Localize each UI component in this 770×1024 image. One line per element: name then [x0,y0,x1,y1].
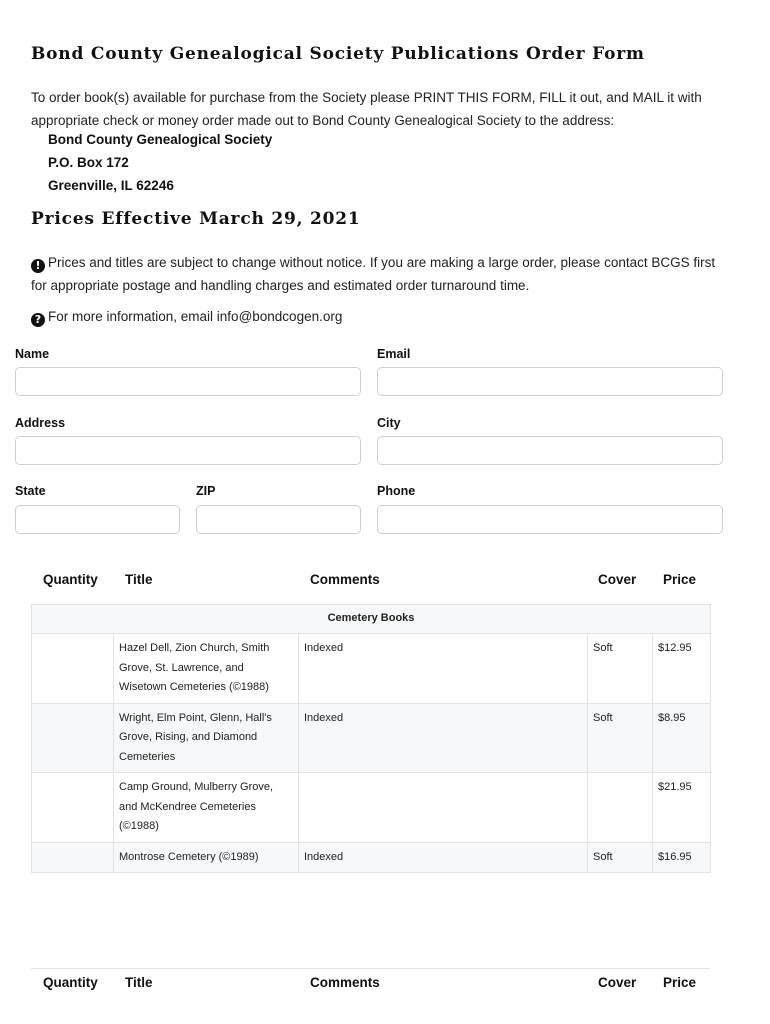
cover-header: Cover [598,572,637,587]
title-header: Title [125,572,153,587]
table-header [31,566,710,596]
address-label: Address [15,416,66,430]
city-label: City [377,416,401,430]
comments-cell: Indexed [299,634,588,704]
comments-cell [299,773,588,843]
page-title: Bond County Genealogical Society Publications Order Form [31,44,645,64]
price-header: Price [663,572,697,587]
price-cell: $21.95 [653,773,711,843]
prices-heading: Prices Effective March 29, 2021 [31,209,361,229]
notice-text: Prices and titles are subject to change without notice. If you are making a large order, please contact BCGS first for appropriate postage and handling charges and estimated order turnaround time. [31,255,716,293]
table-row [32,703,711,773]
title-cell: Hazel Dell, Zion Church, Smith Grove, St. Lawrence, and Wisetown Cemeteries (©1988) [114,634,299,704]
quantity-header: Quantity [43,975,98,990]
state-input[interactable] [15,505,180,534]
price-cell: $16.95 [653,842,711,873]
name-label: Name [15,347,50,361]
comments-cell: Indexed [299,703,588,773]
quantity-cell[interactable] [32,703,114,773]
title-cell: Wright, Elm Point, Glenn, Hall's Grove, Rising, and Diamond Cemeteries [114,703,299,773]
quantity-cell[interactable] [32,634,114,704]
zip-label: ZIP [196,484,216,498]
cover-header: Cover [598,975,637,990]
quantity-cell[interactable] [32,842,114,873]
table-row [32,842,711,873]
cover-cell: Soft [588,842,653,873]
address-line-3: Greenville, IL 62246 [48,178,174,193]
cover-cell: Soft [588,634,653,704]
section-heading: Cemetery Books [32,605,711,634]
email-label: Email [377,347,411,361]
table-row [32,634,711,704]
address-line-2: P.O. Box 172 [48,155,129,170]
price-header: Price [663,975,697,990]
section-row [32,605,711,634]
quantity-header: Quantity [43,572,98,587]
price-cell: $8.95 [653,703,711,773]
price-cell: $12.95 [653,634,711,704]
question-circle-icon: ? [31,313,45,327]
comments-header: Comments [310,572,380,587]
cemetery-books-table [31,604,711,873]
table-row [32,773,711,843]
info-note [31,305,731,328]
city-input[interactable] [377,436,723,465]
comments-cell: Indexed [299,842,588,873]
cover-cell [588,773,653,843]
phone-input[interactable] [377,505,723,534]
table-header-2 [31,968,710,998]
address-input[interactable] [15,436,361,465]
quantity-cell[interactable] [32,773,114,843]
title-cell: Camp Ground, Mulberry Grove, and McKendree Cemeteries (©1988) [114,773,299,843]
exclamation-circle-icon: ! [31,259,45,273]
email-input[interactable] [377,367,723,396]
address-line-1: Bond County Genealogical Society [48,132,273,147]
phone-label: Phone [377,484,416,498]
name-input[interactable] [15,367,361,396]
title-header: Title [125,975,153,990]
info-text: For more information, email info@bondcogen.org [48,309,343,324]
comments-header: Comments [310,975,380,990]
cover-cell: Soft [588,703,653,773]
zip-input[interactable] [196,505,361,534]
title-cell: Montrose Cemetery (©1989) [114,842,299,873]
state-label: State [15,484,46,498]
intro-text: To order book(s) available for purchase from the Society please PRINT THIS FORM, FILL it out, and MAIL it with appropriate check or money order made out to Bond County Genealogical Society to the address: [31,90,702,128]
notice [31,251,731,297]
